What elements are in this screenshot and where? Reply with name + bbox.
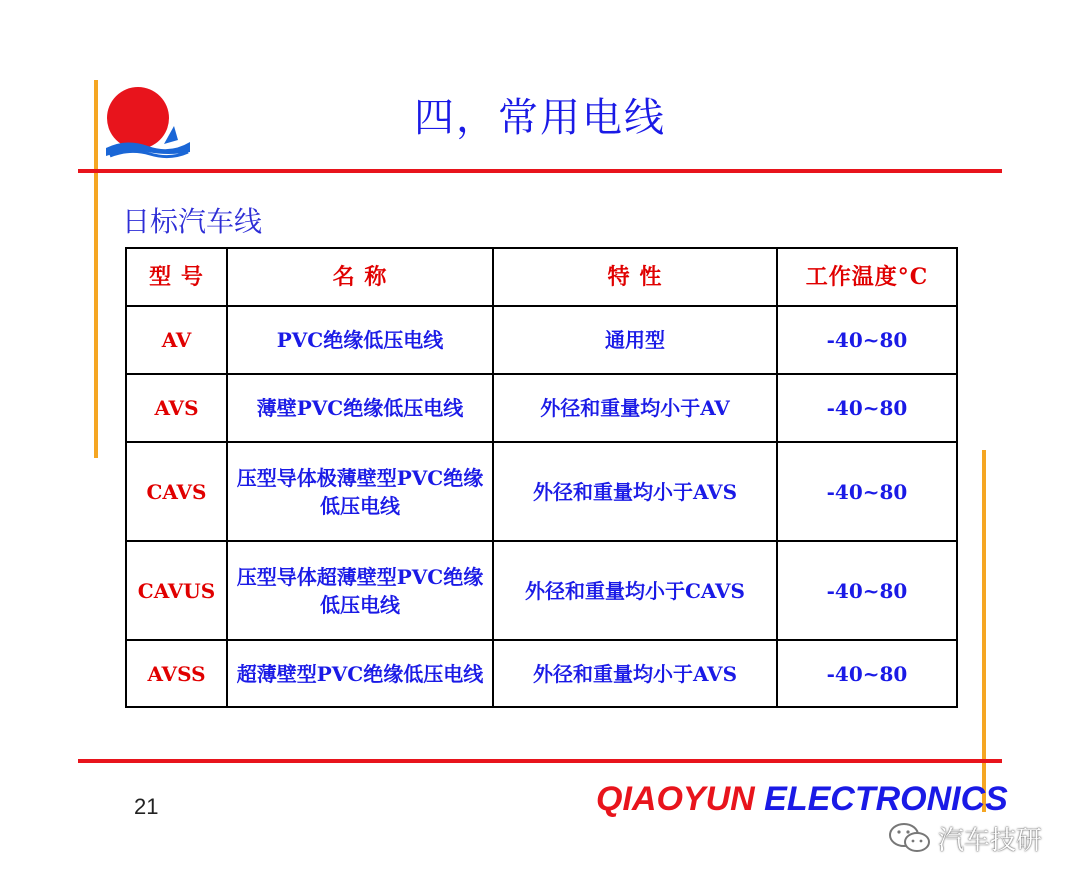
right-orange-rule (982, 450, 986, 812)
brand-wordmark (596, 780, 1008, 819)
cell-temperature: -40~80 (777, 374, 957, 442)
table-row (126, 640, 957, 707)
bottom-red-rule (78, 759, 1002, 763)
brand-name-blue: ELECTRONICS (764, 780, 1008, 818)
cell-feature: 外径和重量均小于AVS (493, 640, 777, 707)
top-red-rule (78, 169, 1002, 173)
brand-name-red: QIAOYUN (596, 780, 755, 818)
table-row (126, 306, 957, 374)
wechat-icon (888, 821, 932, 855)
cell-name: PVC绝缘低压电线 (227, 306, 493, 374)
cell-name: 超薄壁型PVC绝缘低压电线 (227, 640, 493, 707)
watermark (888, 818, 1042, 858)
page-number: 21 (134, 794, 159, 819)
header-feature: 特 性 (493, 248, 777, 306)
wire-spec-table (125, 247, 958, 708)
section-subtitle: 日标汽车线 (122, 205, 263, 238)
table-header-row (126, 248, 957, 306)
cell-temperature: -40~80 (777, 306, 957, 374)
cell-name: 压型导体超薄壁型PVC绝缘低压电线 (227, 541, 493, 640)
slide-title: 四，常用电线 (414, 95, 666, 141)
cell-name: 压型导体极薄壁型PVC绝缘低压电线 (227, 442, 493, 541)
cell-model: CAVUS (126, 541, 227, 640)
table-row (126, 541, 957, 640)
cell-temperature: -40~80 (777, 442, 957, 541)
cell-model: AVS (126, 374, 227, 442)
cell-temperature: -40~80 (777, 640, 957, 707)
cell-temperature: -40~80 (777, 541, 957, 640)
cell-name: 薄壁PVC绝缘低压电线 (227, 374, 493, 442)
table-row (126, 442, 957, 541)
cell-model: CAVS (126, 442, 227, 541)
cell-model: AV (126, 306, 227, 374)
cell-feature: 通用型 (493, 306, 777, 374)
cell-feature: 外径和重量均小于AVS (493, 442, 777, 541)
cell-feature: 外径和重量均小于CAVS (493, 541, 777, 640)
table-row (126, 374, 957, 442)
cell-feature: 外径和重量均小于AV (493, 374, 777, 442)
header-temperature: 工作温度°C (777, 248, 957, 306)
cell-model: AVSS (126, 640, 227, 707)
header-model: 型 号 (126, 248, 227, 306)
watermark-text: 汽车技研 (938, 825, 1043, 856)
header-name: 名 称 (227, 248, 493, 306)
